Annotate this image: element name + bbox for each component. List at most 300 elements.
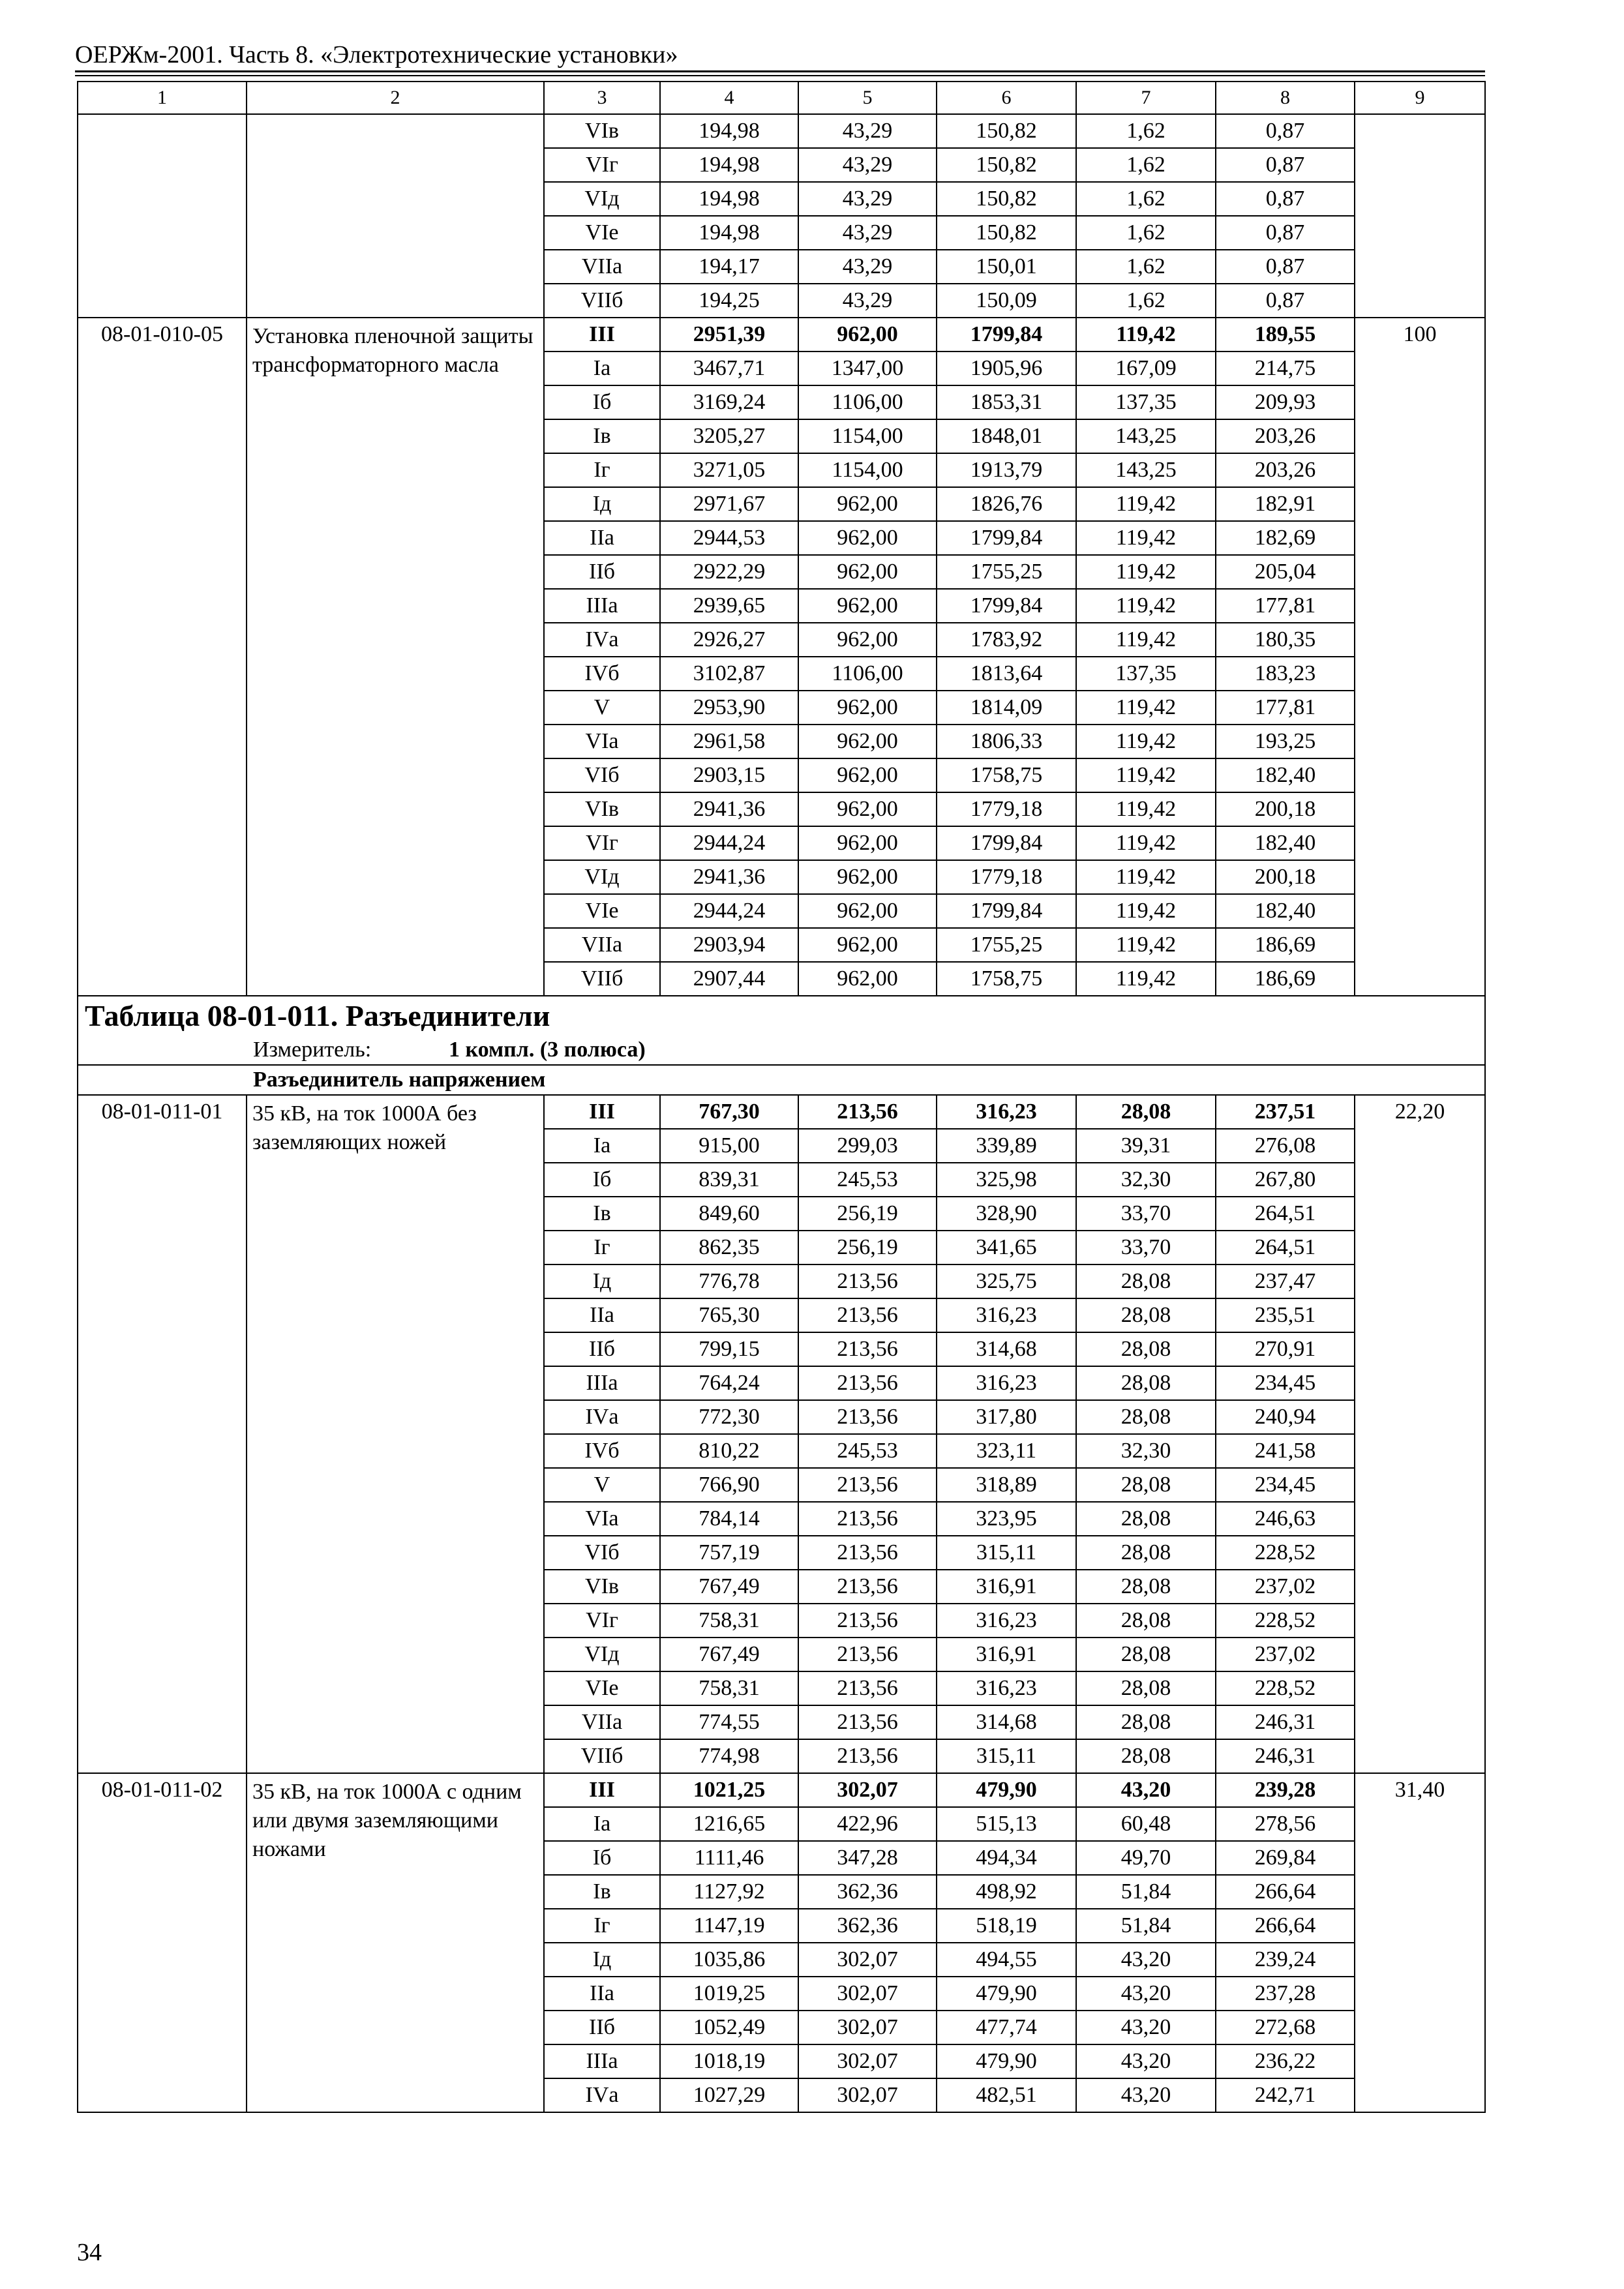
wages-cell: 213,56 bbox=[798, 1298, 937, 1332]
driver-wages-cell: 143,25 bbox=[1076, 419, 1216, 453]
zone-cell: VIIб bbox=[544, 962, 660, 996]
zone-cell: Iа bbox=[544, 352, 660, 385]
total-cost-cell: 194,98 bbox=[660, 114, 798, 148]
total-cost-cell: 3169,24 bbox=[660, 385, 798, 419]
driver-wages-cell: 119,42 bbox=[1076, 589, 1216, 623]
zone-cell: Iг bbox=[544, 453, 660, 487]
materials-cell: 186,69 bbox=[1216, 928, 1355, 962]
machines-cell: 316,23 bbox=[937, 1671, 1076, 1705]
driver-wages-cell: 49,70 bbox=[1076, 1841, 1216, 1875]
total-cost-cell: 1019,25 bbox=[660, 1977, 798, 2011]
machines-cell: 1848,01 bbox=[937, 419, 1076, 453]
machines-cell: 494,34 bbox=[937, 1841, 1076, 1875]
meter-value: 1 компл. (3 полюса) bbox=[449, 1038, 646, 1062]
total-cost-cell: 2953,90 bbox=[660, 691, 798, 725]
wages-cell: 962,00 bbox=[798, 623, 937, 657]
wages-cell: 245,53 bbox=[798, 1163, 937, 1197]
wages-cell: 245,53 bbox=[798, 1434, 937, 1468]
zone-cell: VIIб bbox=[544, 284, 660, 318]
materials-cell: 0,87 bbox=[1216, 250, 1355, 284]
driver-wages-cell: 43,20 bbox=[1076, 2078, 1216, 2112]
materials-cell: 270,91 bbox=[1216, 1332, 1355, 1366]
wages-cell: 43,29 bbox=[798, 216, 937, 250]
driver-wages-cell: 33,70 bbox=[1076, 1197, 1216, 1231]
wages-cell: 1154,00 bbox=[798, 453, 937, 487]
wages-cell: 962,00 bbox=[798, 792, 937, 826]
driver-wages-cell: 28,08 bbox=[1076, 1536, 1216, 1570]
machines-cell: 1853,31 bbox=[937, 385, 1076, 419]
materials-cell: 264,51 bbox=[1216, 1231, 1355, 1264]
wages-cell: 299,03 bbox=[798, 1129, 937, 1163]
total-cost-cell: 1021,25 bbox=[660, 1773, 798, 1807]
total-cost-cell: 194,25 bbox=[660, 284, 798, 318]
driver-wages-cell: 119,42 bbox=[1076, 691, 1216, 725]
meter-label: Измеритель: bbox=[253, 1038, 372, 1062]
wages-cell: 962,00 bbox=[798, 555, 937, 589]
zone-cell: VIб bbox=[544, 758, 660, 792]
driver-wages-cell: 28,08 bbox=[1076, 1502, 1216, 1536]
zone-cell: VIг bbox=[544, 1604, 660, 1638]
total-cost-cell: 2926,27 bbox=[660, 623, 798, 657]
materials-cell: 239,24 bbox=[1216, 1943, 1355, 1977]
table-title-row bbox=[78, 996, 1485, 1036]
zone-cell: III bbox=[544, 318, 660, 352]
machines-cell: 477,74 bbox=[937, 2011, 1076, 2044]
column-number: 4 bbox=[660, 82, 798, 114]
zone-cell: Iа bbox=[544, 1807, 660, 1841]
table-row bbox=[78, 114, 1485, 148]
total-cost-cell: 1027,29 bbox=[660, 2078, 798, 2112]
materials-cell: 182,40 bbox=[1216, 758, 1355, 792]
driver-wages-cell: 119,42 bbox=[1076, 792, 1216, 826]
driver-wages-cell: 43,20 bbox=[1076, 2011, 1216, 2044]
wages-cell: 213,56 bbox=[798, 1536, 937, 1570]
total-cost-cell: 1052,49 bbox=[660, 2011, 798, 2044]
zone-cell: IVа bbox=[544, 623, 660, 657]
machines-cell: 316,23 bbox=[937, 1604, 1076, 1638]
wages-cell: 962,00 bbox=[798, 962, 937, 996]
machines-cell: 1913,79 bbox=[937, 453, 1076, 487]
materials-cell: 0,87 bbox=[1216, 284, 1355, 318]
materials-cell: 246,31 bbox=[1216, 1705, 1355, 1739]
item-code: 08-01-011-02 bbox=[78, 1773, 247, 2112]
machines-cell: 150,82 bbox=[937, 114, 1076, 148]
driver-wages-cell: 28,08 bbox=[1076, 1671, 1216, 1705]
zone-cell: VIIа bbox=[544, 1705, 660, 1739]
driver-wages-cell: 43,20 bbox=[1076, 2044, 1216, 2078]
page-number: 34 bbox=[77, 2239, 102, 2266]
zone-cell: IVа bbox=[544, 1400, 660, 1434]
total-cost-cell: 862,35 bbox=[660, 1231, 798, 1264]
machines-cell: 150,09 bbox=[937, 284, 1076, 318]
driver-wages-cell: 43,20 bbox=[1076, 1773, 1216, 1807]
materials-cell: 239,28 bbox=[1216, 1773, 1355, 1807]
wages-cell: 362,36 bbox=[798, 1909, 937, 1943]
driver-wages-cell: 119,42 bbox=[1076, 860, 1216, 894]
zone-cell: Iб bbox=[544, 1841, 660, 1875]
driver-wages-cell: 119,42 bbox=[1076, 318, 1216, 352]
wages-cell: 43,29 bbox=[798, 250, 937, 284]
materials-cell: 182,91 bbox=[1216, 487, 1355, 521]
machines-cell: 315,11 bbox=[937, 1739, 1076, 1773]
zone-cell: VIг bbox=[544, 826, 660, 860]
driver-wages-cell: 119,42 bbox=[1076, 725, 1216, 758]
meter-row bbox=[78, 1036, 1485, 1065]
header-rule bbox=[75, 70, 1485, 72]
wages-cell: 962,00 bbox=[798, 894, 937, 928]
rates-table-body bbox=[78, 82, 1485, 2112]
driver-wages-cell: 32,30 bbox=[1076, 1434, 1216, 1468]
zone-cell: VIд bbox=[544, 182, 660, 216]
materials-cell: 237,51 bbox=[1216, 1095, 1355, 1129]
materials-cell: 186,69 bbox=[1216, 962, 1355, 996]
total-cost-cell: 1035,86 bbox=[660, 1943, 798, 1977]
total-cost-cell: 2971,67 bbox=[660, 487, 798, 521]
table-row bbox=[78, 1095, 1485, 1129]
materials-cell: 235,51 bbox=[1216, 1298, 1355, 1332]
wages-cell: 302,07 bbox=[798, 1977, 937, 2011]
zone-cell: IIIа bbox=[544, 1366, 660, 1400]
machines-cell: 150,01 bbox=[937, 250, 1076, 284]
driver-wages-cell: 28,08 bbox=[1076, 1468, 1216, 1502]
wages-cell: 213,56 bbox=[798, 1332, 937, 1366]
table-row bbox=[78, 1773, 1485, 1807]
zone-cell: IIа bbox=[544, 521, 660, 555]
driver-wages-cell: 28,08 bbox=[1076, 1366, 1216, 1400]
total-cost-cell: 776,78 bbox=[660, 1264, 798, 1298]
wages-cell: 362,36 bbox=[798, 1875, 937, 1909]
materials-cell: 0,87 bbox=[1216, 216, 1355, 250]
total-cost-cell: 2922,29 bbox=[660, 555, 798, 589]
zone-cell: IIIа bbox=[544, 2044, 660, 2078]
materials-cell: 236,22 bbox=[1216, 2044, 1355, 2078]
zone-cell: IVб bbox=[544, 657, 660, 691]
machines-cell: 1783,92 bbox=[937, 623, 1076, 657]
total-cost-cell: 1018,19 bbox=[660, 2044, 798, 2078]
zone-cell: Iд bbox=[544, 1264, 660, 1298]
zone-cell: Iа bbox=[544, 1129, 660, 1163]
zone-cell: VIа bbox=[544, 1502, 660, 1536]
zone-cell: IVа bbox=[544, 2078, 660, 2112]
materials-cell: 189,55 bbox=[1216, 318, 1355, 352]
wages-cell: 302,07 bbox=[798, 2044, 937, 2078]
total-cost-cell: 766,90 bbox=[660, 1468, 798, 1502]
zone-cell: Iб bbox=[544, 385, 660, 419]
total-cost-cell: 915,00 bbox=[660, 1129, 798, 1163]
driver-wages-cell: 119,42 bbox=[1076, 623, 1216, 657]
machines-cell: 1814,09 bbox=[937, 691, 1076, 725]
materials-cell: 234,45 bbox=[1216, 1468, 1355, 1502]
driver-wages-cell: 119,42 bbox=[1076, 758, 1216, 792]
zone-cell: VIа bbox=[544, 725, 660, 758]
machines-cell: 479,90 bbox=[937, 1773, 1076, 1807]
wages-cell: 213,56 bbox=[798, 1264, 937, 1298]
materials-cell: 272,68 bbox=[1216, 2011, 1355, 2044]
machines-cell: 1905,96 bbox=[937, 352, 1076, 385]
driver-wages-cell: 119,42 bbox=[1076, 894, 1216, 928]
total-cost-cell: 774,55 bbox=[660, 1705, 798, 1739]
driver-wages-cell: 119,42 bbox=[1076, 928, 1216, 962]
machines-cell: 1779,18 bbox=[937, 860, 1076, 894]
item-code: 08-01-011-01 bbox=[78, 1095, 247, 1773]
materials-cell: 237,02 bbox=[1216, 1638, 1355, 1671]
materials-cell: 234,45 bbox=[1216, 1366, 1355, 1400]
total-cost-cell: 2903,15 bbox=[660, 758, 798, 792]
driver-wages-cell: 60,48 bbox=[1076, 1807, 1216, 1841]
machines-cell: 479,90 bbox=[937, 2044, 1076, 2078]
wages-cell: 43,29 bbox=[798, 182, 937, 216]
zone-cell: IVб bbox=[544, 1434, 660, 1468]
materials-cell: 266,64 bbox=[1216, 1909, 1355, 1943]
driver-wages-cell: 28,08 bbox=[1076, 1739, 1216, 1773]
wages-cell: 302,07 bbox=[798, 1773, 937, 1807]
total-cost-cell: 765,30 bbox=[660, 1298, 798, 1332]
zone-cell: VIе bbox=[544, 216, 660, 250]
total-cost-cell: 767,30 bbox=[660, 1095, 798, 1129]
zone-cell: III bbox=[544, 1773, 660, 1807]
total-cost-cell: 849,60 bbox=[660, 1197, 798, 1231]
wages-cell: 213,56 bbox=[798, 1604, 937, 1638]
machines-cell: 518,19 bbox=[937, 1909, 1076, 1943]
machines-cell: 316,23 bbox=[937, 1298, 1076, 1332]
zone-cell: Iд bbox=[544, 487, 660, 521]
machines-cell: 318,89 bbox=[937, 1468, 1076, 1502]
machines-cell: 314,68 bbox=[937, 1332, 1076, 1366]
item-yield: 100 bbox=[1355, 318, 1485, 996]
total-cost-cell: 194,98 bbox=[660, 148, 798, 182]
column-number: 9 bbox=[1355, 82, 1485, 114]
wages-cell: 422,96 bbox=[798, 1807, 937, 1841]
driver-wages-cell: 43,20 bbox=[1076, 1943, 1216, 1977]
column-number: 2 bbox=[247, 82, 544, 114]
materials-cell: 278,56 bbox=[1216, 1807, 1355, 1841]
materials-cell: 209,93 bbox=[1216, 385, 1355, 419]
materials-cell: 237,47 bbox=[1216, 1264, 1355, 1298]
machines-cell: 316,91 bbox=[937, 1638, 1076, 1671]
table-title: Таблица 08-01-011. Разъединители bbox=[85, 999, 550, 1032]
zone-cell: Iг bbox=[544, 1909, 660, 1943]
driver-wages-cell: 137,35 bbox=[1076, 657, 1216, 691]
zone-cell: IIб bbox=[544, 555, 660, 589]
total-cost-cell: 1216,65 bbox=[660, 1807, 798, 1841]
total-cost-cell: 194,17 bbox=[660, 250, 798, 284]
zone-cell: VIг bbox=[544, 148, 660, 182]
total-cost-cell: 2941,36 bbox=[660, 792, 798, 826]
wages-cell: 43,29 bbox=[798, 114, 937, 148]
wages-cell: 256,19 bbox=[798, 1197, 937, 1231]
wages-cell: 213,56 bbox=[798, 1095, 937, 1129]
total-cost-cell: 810,22 bbox=[660, 1434, 798, 1468]
machines-cell: 323,11 bbox=[937, 1434, 1076, 1468]
driver-wages-cell: 119,42 bbox=[1076, 521, 1216, 555]
driver-wages-cell: 28,08 bbox=[1076, 1298, 1216, 1332]
materials-cell: 241,58 bbox=[1216, 1434, 1355, 1468]
driver-wages-cell: 32,30 bbox=[1076, 1163, 1216, 1197]
zone-cell: Iд bbox=[544, 1943, 660, 1977]
zone-cell: VIв bbox=[544, 1570, 660, 1604]
machines-cell: 328,90 bbox=[937, 1197, 1076, 1231]
wages-cell: 962,00 bbox=[798, 589, 937, 623]
wages-cell: 302,07 bbox=[798, 2011, 937, 2044]
machines-cell: 150,82 bbox=[937, 216, 1076, 250]
materials-cell: 180,35 bbox=[1216, 623, 1355, 657]
total-cost-cell: 2941,36 bbox=[660, 860, 798, 894]
empty-cell bbox=[78, 114, 247, 318]
total-cost-cell: 767,49 bbox=[660, 1638, 798, 1671]
materials-cell: 246,63 bbox=[1216, 1502, 1355, 1536]
driver-wages-cell: 28,08 bbox=[1076, 1705, 1216, 1739]
materials-cell: 200,18 bbox=[1216, 792, 1355, 826]
materials-cell: 193,25 bbox=[1216, 725, 1355, 758]
zone-cell: III bbox=[544, 1095, 660, 1129]
total-cost-cell: 758,31 bbox=[660, 1671, 798, 1705]
total-cost-cell: 2951,39 bbox=[660, 318, 798, 352]
column-number: 1 bbox=[78, 82, 247, 114]
machines-cell: 323,95 bbox=[937, 1502, 1076, 1536]
rates-table bbox=[77, 81, 1486, 2113]
machines-cell: 325,98 bbox=[937, 1163, 1076, 1197]
zone-cell: VIIа bbox=[544, 250, 660, 284]
machines-cell: 1779,18 bbox=[937, 792, 1076, 826]
total-cost-cell: 2939,65 bbox=[660, 589, 798, 623]
driver-wages-cell: 143,25 bbox=[1076, 453, 1216, 487]
materials-cell: 0,87 bbox=[1216, 182, 1355, 216]
machines-cell: 316,23 bbox=[937, 1366, 1076, 1400]
total-cost-cell: 757,19 bbox=[660, 1536, 798, 1570]
materials-cell: 228,52 bbox=[1216, 1671, 1355, 1705]
wages-cell: 962,00 bbox=[798, 826, 937, 860]
machines-cell: 314,68 bbox=[937, 1705, 1076, 1739]
materials-cell: 182,40 bbox=[1216, 826, 1355, 860]
driver-wages-cell: 28,08 bbox=[1076, 1570, 1216, 1604]
zone-cell: IIIа bbox=[544, 589, 660, 623]
column-number: 7 bbox=[1076, 82, 1216, 114]
zone-cell: VIв bbox=[544, 114, 660, 148]
item-description: 35 кВ, на ток 1000А без заземляющих ножей bbox=[247, 1095, 544, 1773]
driver-wages-cell: 1,62 bbox=[1076, 284, 1216, 318]
zone-cell: IIб bbox=[544, 2011, 660, 2044]
total-cost-cell: 799,15 bbox=[660, 1332, 798, 1366]
materials-cell: 228,52 bbox=[1216, 1604, 1355, 1638]
wages-cell: 302,07 bbox=[798, 2078, 937, 2112]
machines-cell: 515,13 bbox=[937, 1807, 1076, 1841]
total-cost-cell: 774,98 bbox=[660, 1739, 798, 1773]
wages-cell: 962,00 bbox=[798, 860, 937, 894]
wages-cell: 213,56 bbox=[798, 1468, 937, 1502]
materials-cell: 237,28 bbox=[1216, 1977, 1355, 2011]
driver-wages-cell: 39,31 bbox=[1076, 1129, 1216, 1163]
materials-cell: 264,51 bbox=[1216, 1197, 1355, 1231]
column-number: 5 bbox=[798, 82, 937, 114]
empty-cell bbox=[1355, 114, 1485, 318]
machines-cell: 1758,75 bbox=[937, 962, 1076, 996]
zone-cell: VIе bbox=[544, 1671, 660, 1705]
machines-cell: 1755,25 bbox=[937, 555, 1076, 589]
materials-cell: 266,64 bbox=[1216, 1875, 1355, 1909]
column-number: 8 bbox=[1216, 82, 1355, 114]
materials-cell: 242,71 bbox=[1216, 2078, 1355, 2112]
machines-cell: 150,82 bbox=[937, 182, 1076, 216]
table-row bbox=[78, 318, 1485, 352]
machines-cell: 316,91 bbox=[937, 1570, 1076, 1604]
driver-wages-cell: 1,62 bbox=[1076, 216, 1216, 250]
driver-wages-cell: 167,09 bbox=[1076, 352, 1216, 385]
machines-cell: 498,92 bbox=[937, 1875, 1076, 1909]
wages-cell: 213,56 bbox=[798, 1705, 937, 1739]
zone-cell: IIа bbox=[544, 1977, 660, 2011]
machines-cell: 1799,84 bbox=[937, 318, 1076, 352]
machines-cell: 1758,75 bbox=[937, 758, 1076, 792]
materials-cell: 182,40 bbox=[1216, 894, 1355, 928]
materials-cell: 246,31 bbox=[1216, 1739, 1355, 1773]
machines-cell: 1826,76 bbox=[937, 487, 1076, 521]
materials-cell: 237,02 bbox=[1216, 1570, 1355, 1604]
wages-cell: 213,56 bbox=[798, 1570, 937, 1604]
machines-cell: 325,75 bbox=[937, 1264, 1076, 1298]
driver-wages-cell: 119,42 bbox=[1076, 487, 1216, 521]
machines-cell: 150,82 bbox=[937, 148, 1076, 182]
driver-wages-cell: 28,08 bbox=[1076, 1332, 1216, 1366]
materials-cell: 177,81 bbox=[1216, 691, 1355, 725]
zone-cell: Iв bbox=[544, 1875, 660, 1909]
materials-cell: 214,75 bbox=[1216, 352, 1355, 385]
materials-cell: 182,69 bbox=[1216, 521, 1355, 555]
total-cost-cell: 2961,58 bbox=[660, 725, 798, 758]
wages-cell: 347,28 bbox=[798, 1841, 937, 1875]
materials-cell: 203,26 bbox=[1216, 453, 1355, 487]
wages-cell: 213,56 bbox=[798, 1739, 937, 1773]
machines-cell: 479,90 bbox=[937, 1977, 1076, 2011]
wages-cell: 962,00 bbox=[798, 521, 937, 555]
total-cost-cell: 3102,87 bbox=[660, 657, 798, 691]
group-heading-row bbox=[78, 1065, 1485, 1095]
total-cost-cell: 1147,19 bbox=[660, 1909, 798, 1943]
total-cost-cell: 1111,46 bbox=[660, 1841, 798, 1875]
item-description: 35 кВ, на ток 1000А с одним или двумя заземляющими ножами bbox=[247, 1773, 544, 2112]
zone-cell: VIIб bbox=[544, 1739, 660, 1773]
driver-wages-cell: 28,08 bbox=[1076, 1264, 1216, 1298]
driver-wages-cell: 1,62 bbox=[1076, 148, 1216, 182]
driver-wages-cell: 33,70 bbox=[1076, 1231, 1216, 1264]
column-number-row bbox=[78, 82, 1485, 114]
zone-cell: Iг bbox=[544, 1231, 660, 1264]
total-cost-cell: 839,31 bbox=[660, 1163, 798, 1197]
materials-cell: 183,23 bbox=[1216, 657, 1355, 691]
zone-cell: Iв bbox=[544, 1197, 660, 1231]
driver-wages-cell: 28,08 bbox=[1076, 1095, 1216, 1129]
item-description: Установка пленочной защиты трансформаторного масла bbox=[247, 318, 544, 996]
total-cost-cell: 2944,24 bbox=[660, 894, 798, 928]
header-rule bbox=[75, 75, 1485, 76]
zone-cell: VIв bbox=[544, 792, 660, 826]
materials-cell: 228,52 bbox=[1216, 1536, 1355, 1570]
materials-cell: 0,87 bbox=[1216, 148, 1355, 182]
driver-wages-cell: 51,84 bbox=[1076, 1909, 1216, 1943]
machines-cell: 316,23 bbox=[937, 1095, 1076, 1129]
rates-table-container bbox=[77, 81, 1484, 2113]
item-yield: 31,40 bbox=[1355, 1773, 1485, 2112]
group-heading: Разъединитель напряжением bbox=[78, 1065, 1485, 1095]
materials-cell: 240,94 bbox=[1216, 1400, 1355, 1434]
item-yield: 22,20 bbox=[1355, 1095, 1485, 1773]
materials-cell: 177,81 bbox=[1216, 589, 1355, 623]
total-cost-cell: 194,98 bbox=[660, 216, 798, 250]
total-cost-cell: 2944,53 bbox=[660, 521, 798, 555]
total-cost-cell: 3205,27 bbox=[660, 419, 798, 453]
wages-cell: 213,56 bbox=[798, 1638, 937, 1671]
wages-cell: 962,00 bbox=[798, 928, 937, 962]
wages-cell: 1347,00 bbox=[798, 352, 937, 385]
